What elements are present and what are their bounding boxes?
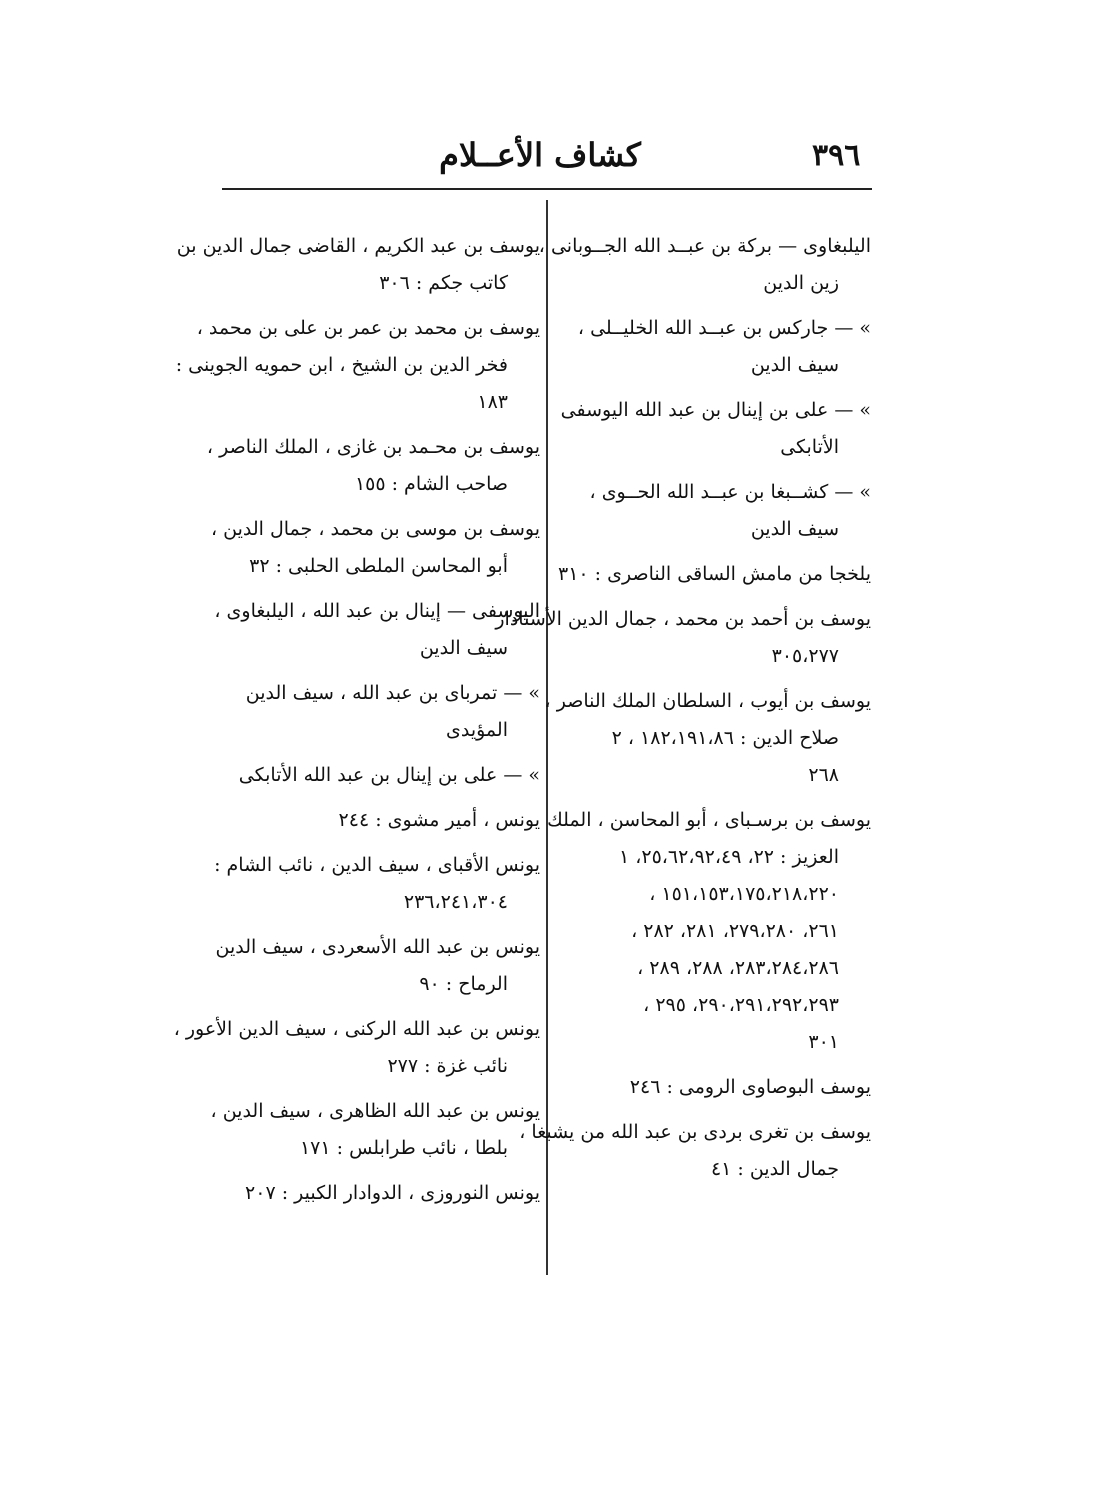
- entry-heading-line: يوسف بن أيوب ، السلطان الملك الناصر ،: [544, 690, 871, 712]
- entry-continuation-line: صلاح الدين : ١٨٢،١٩١،٨٦ ، ٢: [611, 727, 839, 749]
- entry-heading-line: اليوسفى — إينال بن عبد الله ، اليلبغاوى ،: [214, 600, 540, 622]
- entry-heading-line: » — على بن إينال بن عبد الله اليوسفى: [560, 399, 871, 421]
- index-entry: [222, 675, 540, 749]
- index-entry: [555, 310, 871, 384]
- index-entry: [555, 556, 871, 593]
- index-entry: [206, 429, 540, 503]
- entry-continuation-line: ٣٠٥،٢٧٧: [771, 645, 839, 667]
- index-column-left: [173, 228, 540, 1212]
- index-entry: [215, 929, 540, 1003]
- entry-continuation-line: سيف الدين: [750, 518, 839, 540]
- header-divider: [222, 188, 872, 190]
- entry-continuation-line: أبو المحاسن الملطى الحلبى : ٣٢: [249, 555, 508, 577]
- entry-continuation-line: ٢٨٣،٢٨٤،٢٨٦، ٢٨٨، ٢٨٩ ،: [637, 957, 839, 979]
- entry-continuation-line: ٢٦٨: [808, 764, 839, 786]
- entry-continuation-line: صاحب الشام : ١٥٥: [354, 473, 508, 495]
- index-entry: [544, 683, 871, 794]
- entry-continuation-line: سيف الدين: [750, 354, 839, 376]
- entry-continuation-line: الأتابكى: [780, 436, 839, 458]
- entry-continuation-line: سيف الدين: [419, 637, 508, 659]
- index-entry: [547, 802, 871, 1061]
- entry-heading-line: يونس النوروزى ، الدوادار الكبير : ٢٠٧: [245, 1182, 540, 1204]
- entry-continuation-line: ١٥١،١٥٣،١٧٥،٢١٨،٢٢٠ ،: [649, 883, 839, 905]
- entry-heading-line: » — كشــبغا بن عبــد الله الحــوى ،: [589, 481, 871, 503]
- entry-continuation-line: ٢٣٦،٢٤١،٣٠٤: [403, 891, 508, 913]
- index-entry: [222, 802, 540, 839]
- entry-heading-line: » — على بن إينال بن عبد الله الأتابكى: [238, 764, 540, 786]
- entry-continuation-line: الرماح : ٩٠: [419, 973, 508, 995]
- index-entry: [555, 1069, 871, 1106]
- entry-heading-line: يوسف بن أحمد بن محمد ، جمال الدين الأستادار: [495, 608, 871, 630]
- index-entry: [214, 847, 540, 921]
- entry-heading-line: يوسف بن موسى بن محمد ، جمال الدين ،: [210, 518, 540, 540]
- entry-heading-line: يوسف بن محـمد بن غازى ، الملك الناصر ،: [206, 436, 540, 458]
- page-number: ٣٩٦: [812, 138, 861, 173]
- entry-continuation-line: زين الدين: [763, 272, 839, 294]
- entry-continuation-line: ٢٦١، ٢٧٩،٢٨٠، ٢٨١، ٢٨٢ ،: [631, 920, 839, 942]
- index-entry: [495, 601, 871, 675]
- entry-heading-line: يوسف بن تغرى بردى بن عبد الله من يشبغا ،: [519, 1121, 871, 1143]
- index-entry: [176, 228, 540, 302]
- entry-heading-line: » — تمرباى بن عبد الله ، سيف الدين: [245, 682, 540, 704]
- entry-continuation-line: كاتب جكم : ٣٠٦: [379, 272, 508, 294]
- entry-continuation-line: ١٨٣: [477, 391, 508, 413]
- index-entry: [173, 1011, 540, 1085]
- entry-heading-line: اليلبغاوى — بركة بن عبــد الله الجــوبانى ،: [538, 235, 871, 257]
- entry-continuation-line: ٢٩٠،٢٩١،٢٩٢،٢٩٣، ٢٩٥ ،: [643, 994, 839, 1016]
- entry-continuation-line: بلطا ، نائب طرابلس : ١٧١: [299, 1137, 508, 1159]
- index-entry: [555, 392, 871, 466]
- index-entry: [222, 1175, 540, 1212]
- entry-continuation-line: ٣٠١: [808, 1031, 839, 1053]
- entry-continuation-line: المؤيدى: [445, 719, 508, 741]
- index-column-right: [495, 228, 871, 1188]
- entry-heading-line: يونس ، أمير مشوى : ٢٤٤: [338, 809, 540, 831]
- entry-heading-line: يونس بن عبد الله الركنى ، سيف الدين الأعور ،: [173, 1018, 540, 1040]
- index-entry: [214, 593, 540, 667]
- index-entry: [519, 1114, 871, 1188]
- entry-heading-line: يونس بن عبد الله الظاهرى ، سيف الدين ،: [210, 1100, 540, 1122]
- entry-heading-line: يوسف بن عبد الكريم ، القاضى جمال الدين بن: [176, 235, 540, 257]
- entry-heading-line: » — جاركس بن عبــد الله الخليــلى ،: [577, 317, 871, 339]
- index-entry: [222, 757, 540, 794]
- index-entry: [538, 228, 871, 302]
- index-entry: [210, 511, 540, 585]
- entry-heading-line: يونس بن عبد الله الأسعردى ، سيف الدين: [215, 936, 540, 958]
- index-entry: [210, 1093, 540, 1167]
- entry-heading-line: يوسف بن محمد بن عمر بن على بن محمد ،: [196, 317, 540, 339]
- entry-continuation-line: نائب غزة : ٢٧٧: [387, 1055, 508, 1077]
- entry-continuation-line: العزيز : ٢٢، ٢٥،٦٢،٩٢،٤٩، ١: [618, 846, 839, 868]
- entry-continuation-line: فخر الدين بن الشيخ ، ابن حمويه الجوينى :: [175, 354, 508, 376]
- entry-heading-line: يونس الأقباى ، سيف الدين ، نائب الشام :: [214, 854, 540, 876]
- entry-heading-line: يوسف بن برسـباى ، أبو المحاسن ، الملك: [547, 809, 871, 831]
- index-entry: [555, 474, 871, 548]
- entry-heading-line: يلخجا من مامش الساقى الناصرى : ٣١٠: [558, 563, 871, 585]
- entry-continuation-line: جمال الدين : ٤١: [710, 1158, 839, 1180]
- index-entry: [175, 310, 540, 421]
- entry-heading-line: يوسف البوصاوى الرومى : ٢٤٦: [629, 1076, 871, 1098]
- page-title: كشاف الأعــلام: [439, 136, 641, 174]
